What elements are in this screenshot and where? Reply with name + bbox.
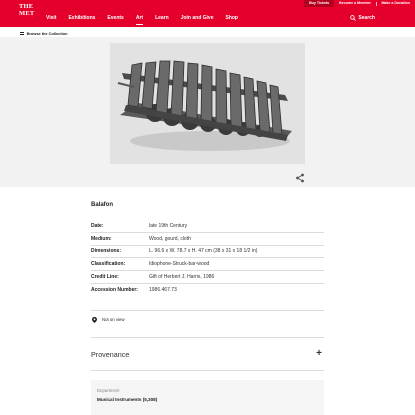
detail-row-classification — [91, 258, 324, 271]
image-viewer — [0, 37, 415, 187]
search-label: Search — [358, 15, 375, 21]
make-donation-link[interactable]: Make a Donation — [381, 1, 410, 5]
detail-value: L. 96.6 x W. 78.7 x H. 47 cm (38 x 31 x 18 1/2 in) — [149, 248, 258, 255]
provenance-label: Provenance — [91, 349, 130, 359]
logo-line: THE — [19, 3, 34, 10]
department-label: Department — [97, 388, 120, 393]
site-header — [0, 0, 415, 27]
nav-item-art[interactable]: Art — [135, 15, 144, 21]
department-card — [91, 380, 324, 415]
nav-item-exhibitions[interactable]: Exhibitions — [68, 15, 96, 21]
detail-row-date — [91, 220, 324, 233]
share-button[interactable] — [295, 170, 305, 188]
location-pin-icon — [92, 317, 97, 323]
detail-value: 1986.467.73 — [149, 287, 177, 294]
browse-label: Browse the Collection — [26, 31, 68, 36]
artwork-details — [91, 220, 324, 297]
search-button[interactable] — [350, 14, 375, 22]
detail-label: Accession Number: — [91, 287, 138, 294]
met-logo[interactable] — [19, 4, 33, 17]
detail-value: late 19th Century — [149, 222, 188, 229]
detail-value: Idiophone-Struck-bar-wood — [149, 261, 210, 268]
nav-item-shop[interactable]: Shop — [225, 15, 238, 21]
detail-row-accession-number — [91, 284, 324, 297]
search-icon — [350, 15, 356, 21]
on-view-status — [91, 310, 324, 328]
department-link[interactable]: Musical Instruments (5,308) — [97, 397, 158, 402]
nav-item-events[interactable]: Events — [107, 15, 124, 21]
nav-item-visit[interactable]: Visit — [46, 15, 57, 21]
detail-label: Date: — [91, 222, 104, 229]
share-icon — [295, 173, 305, 183]
on-view-label: Not on view — [102, 317, 125, 322]
nav-item-learn[interactable]: Learn — [155, 15, 169, 21]
balafon-photo — [110, 43, 305, 164]
detail-row-dimensions — [91, 246, 324, 259]
detail-label: Credit Line: — [91, 274, 119, 281]
browse-collection-link[interactable] — [20, 31, 67, 36]
logo-line: MET — [19, 9, 35, 17]
detail-label: Classification: — [91, 261, 126, 268]
utility-bar — [304, 0, 415, 7]
detail-row-medium — [91, 233, 324, 246]
detail-label: Medium: — [91, 235, 112, 242]
detail-value: Gift of Herbert J. Harris, 1986 — [149, 274, 215, 281]
provenance-accordion[interactable] — [91, 337, 324, 371]
detail-value: Wood, gourd, cloth — [149, 235, 191, 242]
artwork-image[interactable] — [110, 43, 305, 164]
detail-label: Dimensions: — [91, 248, 122, 255]
buy-tickets-link[interactable]: Buy Tickets — [304, 0, 334, 7]
artwork-title: Balafon — [91, 202, 114, 208]
detail-row-credit-line — [91, 271, 324, 284]
expand-plus-icon[interactable]: + — [316, 348, 322, 359]
nav-item-join-and-give[interactable]: Join and Give — [180, 15, 214, 21]
become-member-link[interactable]: Become a Member — [339, 1, 371, 5]
grid-icon — [20, 32, 24, 36]
main-nav — [40, 14, 244, 22]
